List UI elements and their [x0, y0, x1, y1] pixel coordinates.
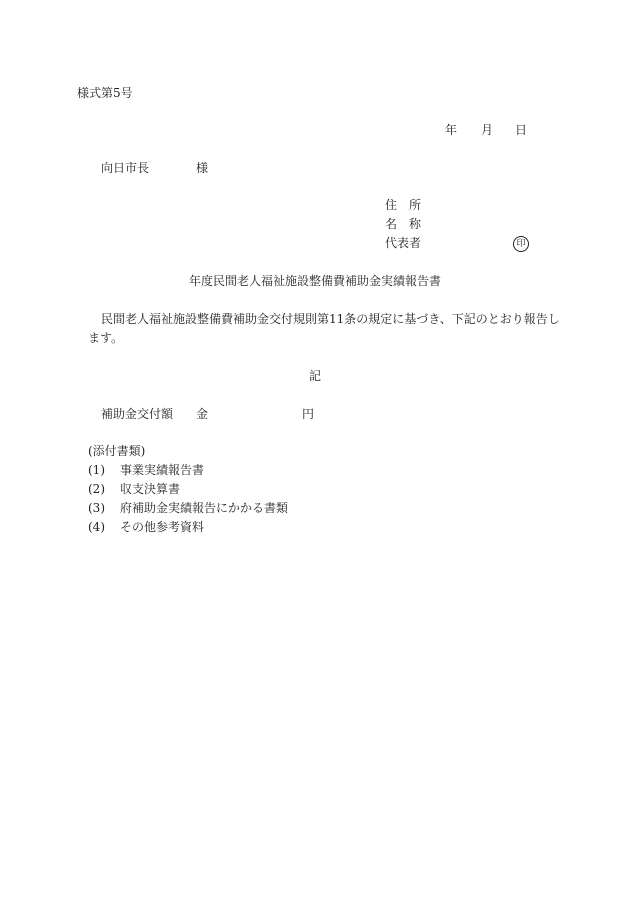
date-month-label: 月 [481, 123, 494, 137]
date-year-label: 年 [445, 123, 458, 137]
attachments-heading: (添付書類) [88, 444, 146, 458]
seal-mark [513, 235, 529, 252]
subsidy-prefix: 金 [196, 407, 209, 421]
document-title: 年度民間老人福祉施設整備費補助金実績報告書 [189, 274, 442, 288]
body-line-2: ます。 [88, 331, 124, 345]
ki-marker: 記 [309, 369, 322, 383]
attachment-3-num: (3) [88, 501, 105, 515]
addressee-title: 向日市長 [101, 161, 150, 175]
addressee-honorific: 様 [196, 161, 209, 175]
attachment-2-text: 収支決算書 [120, 482, 181, 496]
attachment-1-num: (1) [88, 463, 105, 477]
subsidy-unit: 円 [302, 407, 315, 421]
body-line-1: 民間老人福祉施設整備費補助金交付規則第11条の規定に基づき、下記のとおり報告し [101, 312, 560, 326]
subsidy-label: 補助金交付額 [101, 407, 174, 421]
attachment-2-num: (2) [88, 482, 105, 496]
attachment-4-text: その他参考資料 [120, 520, 205, 534]
attachment-3-text: 府補助金実績報告にかかる書類 [120, 501, 289, 515]
seal-circle: 印 [513, 236, 529, 252]
attachment-1-text: 事業実績報告書 [120, 463, 205, 477]
date-day-label: 日 [515, 123, 528, 137]
representative-label: 代表者 [385, 236, 422, 250]
form-number: 様式第5号 [77, 86, 133, 100]
address-label: 住 所 [385, 198, 422, 212]
name-label: 名 称 [385, 217, 422, 231]
attachment-4-num: (4) [88, 520, 105, 534]
